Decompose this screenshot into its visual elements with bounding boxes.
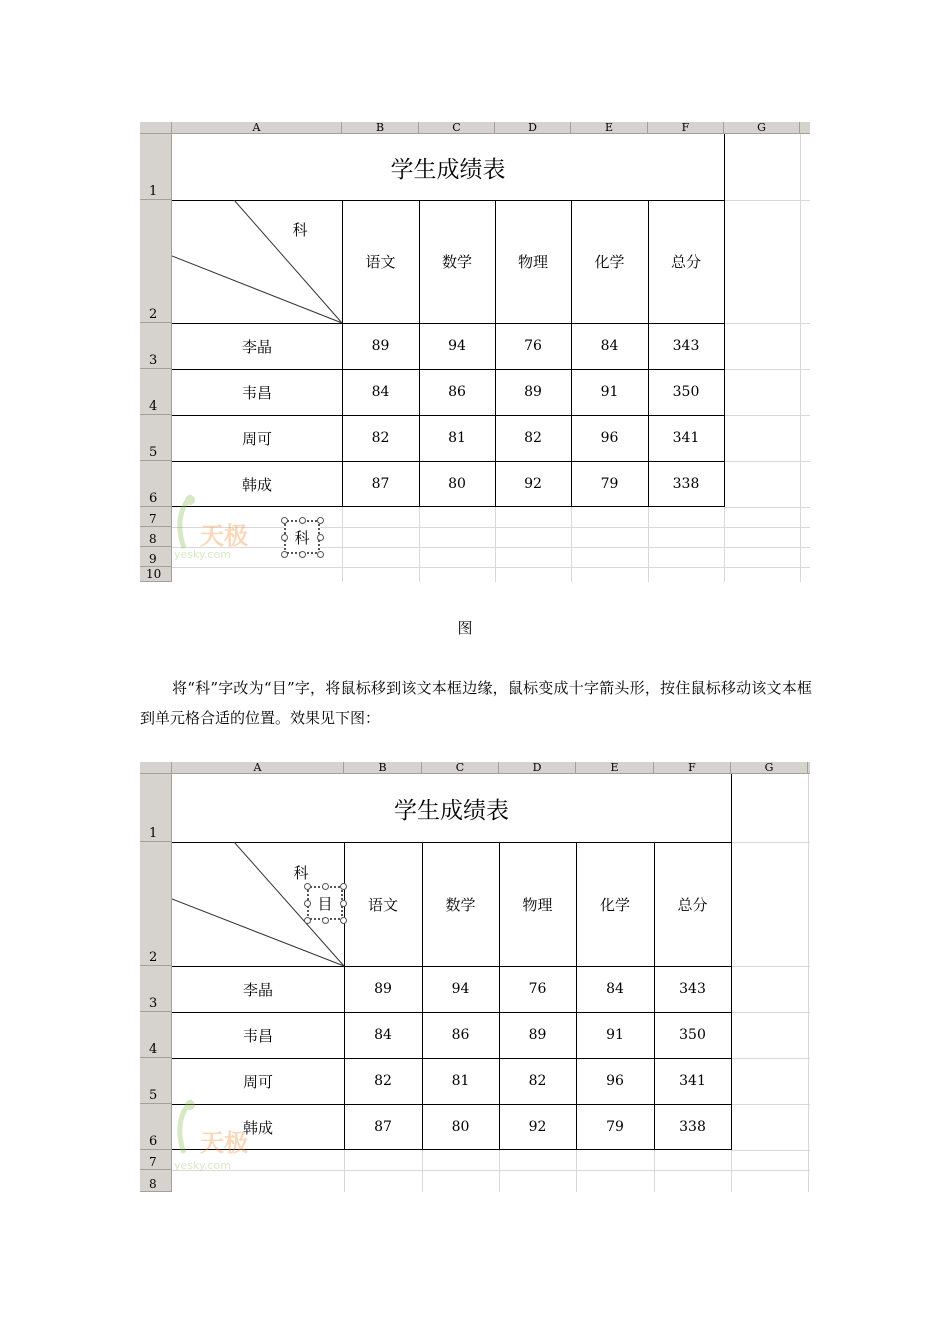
score-cell[interactable]: 84 [374,1027,392,1043]
table-title[interactable]: 学生成绩表 [390,156,506,183]
grid-line [172,547,810,548]
row-header-6[interactable]: 6 [140,461,172,507]
resize-handle[interactable] [322,883,329,890]
grid-line [344,1150,345,1192]
grid-line [576,1150,577,1192]
row-header-8[interactable]: 8 [140,1170,172,1192]
student-name-cell[interactable]: 韦昌 [241,383,272,402]
student-name-cell[interactable]: 韩成 [242,1118,273,1137]
figure-caption: 图 [457,619,473,637]
student-name-cell[interactable]: 李晶 [241,337,272,356]
resize-handle[interactable] [299,517,306,524]
corner-header-text[interactable]: 科 [293,863,309,882]
selected-textbox[interactable]: 科 [284,520,320,554]
resize-handle[interactable] [281,517,288,524]
score-cell[interactable]: 96 [600,430,619,446]
score-cell[interactable]: 94 [448,338,466,354]
row-header-3[interactable]: 3 [140,966,172,1012]
score-cell[interactable]: 76 [528,981,547,997]
student-name-cell[interactable]: 周可 [242,1072,273,1091]
score-cell[interactable]: 82 [371,430,390,446]
score-cell[interactable]: 91 [600,384,619,400]
select-all-corner[interactable] [140,122,172,134]
student-name-cell[interactable]: 李晶 [242,980,273,999]
grid-line [654,1150,655,1192]
row-header-8[interactable]: 8 [140,527,172,547]
row-header-1[interactable]: 1 [140,134,172,200]
row-header-5[interactable]: 5 [140,415,172,461]
column-header-d[interactable]: D [495,122,571,134]
row-header-10[interactable]: 10 [140,567,172,582]
student-name-cell[interactable]: 韩成 [241,475,272,494]
score-cell[interactable]: 81 [451,1073,470,1089]
column-header-c[interactable]: C [422,762,499,774]
score-cell[interactable]: 87 [371,476,390,492]
score-cell[interactable]: 94 [451,981,470,997]
resize-handle[interactable] [317,517,324,524]
column-header-c[interactable]: C [419,122,495,134]
table-border [724,134,725,507]
score-cell[interactable]: 82 [528,1073,547,1089]
spreadsheet-screenshot-2 [140,762,810,1192]
resize-handle[interactable] [304,883,311,890]
watermark-text: 天极 [200,522,248,550]
column-header-a[interactable]: A [172,122,342,134]
diagonal-header-lines [172,200,343,324]
instruction-paragraph: 将“科”字改为“目”字，将鼠标移到该文本框边缘，鼠标变成十字箭头形，按住鼠标移动该文本框到单元格合适的位置。效果见下图： [140,679,812,727]
score-cell[interactable]: 79 [600,476,619,492]
grid-line [724,507,725,582]
header-cell[interactable]: 语文 [367,895,398,914]
total-cell[interactable]: 338 [672,476,700,492]
watermark-sub: yesky.com [174,1159,231,1172]
score-cell[interactable]: 80 [448,476,466,492]
total-cell[interactable]: 338 [679,1119,706,1135]
header-cell[interactable]: 总分 [670,253,701,271]
score-cell[interactable]: 84 [600,338,619,354]
column-header-e[interactable]: E [576,762,654,774]
header-cell[interactable]: 总分 [677,895,708,914]
score-cell[interactable]: 92 [524,476,542,492]
grid-line [172,567,810,568]
total-cell[interactable]: 341 [679,1073,706,1089]
row-header-2[interactable]: 2 [140,842,172,966]
total-cell[interactable]: 343 [672,338,700,354]
grid-line [172,527,810,528]
grid-line [724,507,810,508]
grid-line [172,1170,810,1171]
row-header-2[interactable]: 2 [140,200,172,323]
resize-handle[interactable] [281,551,288,558]
column-header-g[interactable]: G [731,762,808,774]
header-cell[interactable]: 语文 [365,253,396,271]
grid-line [800,134,801,582]
grid-line [731,966,810,967]
spreadsheet-screenshot-1 [140,122,810,582]
score-cell[interactable]: 82 [374,1073,392,1089]
column-header-b[interactable]: B [342,122,419,134]
resize-handle[interactable] [304,917,311,924]
grid-line [724,323,810,324]
column-header-e[interactable]: E [571,122,648,134]
score-cell[interactable]: 76 [524,338,542,354]
row-header-6[interactable]: 6 [140,1104,172,1150]
score-cell[interactable]: 84 [606,981,624,997]
grid-line [731,1058,810,1059]
grid-line [571,507,572,582]
header-cell[interactable]: 物理 [522,895,553,914]
row-header-1[interactable]: 1 [140,774,172,842]
grid-line [422,1150,423,1192]
select-all-corner[interactable] [140,762,172,774]
score-cell[interactable]: 86 [451,1027,470,1043]
header-cell[interactable]: 物理 [517,253,548,271]
row-header-4[interactable]: 4 [140,1012,172,1058]
grid-line [731,1104,810,1105]
score-cell[interactable]: 96 [606,1073,624,1089]
total-cell[interactable]: 343 [679,981,706,997]
score-cell[interactable]: 82 [524,430,542,446]
row-header-7[interactable]: 7 [140,507,172,527]
grid-line [724,415,810,416]
grid-line [724,369,810,370]
column-header-d[interactable]: D [499,762,576,774]
grid-line [342,507,343,582]
column-header-g[interactable]: G [724,122,800,134]
resize-handle[interactable] [317,551,324,558]
resize-handle[interactable] [317,534,324,541]
row-header-9[interactable]: 9 [140,547,172,567]
column-header-h[interactable] [800,122,810,134]
table-border [731,774,732,1150]
grid-line [648,507,649,582]
score-cell[interactable]: 89 [371,338,390,354]
watermark-text: 天极 [200,1129,248,1157]
column-header-f[interactable]: F [654,762,731,774]
moved-textbox[interactable]: 目 [307,886,343,920]
row-header-7[interactable]: 7 [140,1150,172,1170]
resize-handle[interactable] [322,917,329,924]
header-cell[interactable]: 数学 [445,895,476,914]
total-cell[interactable]: 341 [672,430,700,446]
score-cell[interactable]: 80 [451,1119,470,1135]
header-cell[interactable]: 化学 [599,895,630,914]
grid-line [724,200,810,201]
grid-line [495,507,496,582]
grid-line [499,1150,500,1192]
grid-line [731,842,810,843]
grid-line [731,1150,810,1151]
score-cell[interactable]: 84 [371,384,390,400]
column-header-b[interactable]: B [344,762,422,774]
student-name-cell[interactable]: 周可 [241,429,272,448]
header-cell[interactable]: 化学 [594,253,625,271]
total-cell[interactable]: 350 [679,1027,706,1043]
score-cell[interactable]: 87 [374,1119,392,1135]
column-header-h[interactable] [808,762,810,774]
resize-handle[interactable] [299,551,306,558]
score-cell[interactable]: 89 [528,1027,547,1043]
row-header-5[interactable]: 5 [140,1058,172,1104]
row-header-3[interactable]: 3 [140,323,172,369]
score-cell[interactable]: 89 [374,981,392,997]
column-header-a[interactable]: A [172,762,344,774]
score-cell[interactable]: 89 [524,384,542,400]
total-cell[interactable]: 350 [672,384,700,400]
score-cell[interactable]: 91 [606,1027,624,1043]
column-header-f[interactable]: F [648,122,724,134]
corner-header-text[interactable]: 科 [292,220,308,239]
grid-line [419,507,420,582]
student-name-cell[interactable]: 韦昌 [242,1026,273,1045]
resize-handle[interactable] [304,900,311,907]
watermark-sub: yesky.com [174,548,231,561]
grid-line [724,461,810,462]
resize-handle[interactable] [281,534,288,541]
grid-line [731,1012,810,1013]
score-cell[interactable]: 81 [448,430,466,446]
score-cell[interactable]: 92 [528,1119,547,1135]
score-cell[interactable]: 86 [448,384,466,400]
grid-line [731,1150,732,1192]
row-header-4[interactable]: 4 [140,369,172,415]
grid-line [808,774,809,1192]
score-cell[interactable]: 79 [606,1119,624,1135]
header-cell[interactable]: 数学 [441,253,472,271]
table-title[interactable]: 学生成绩表 [394,797,509,824]
